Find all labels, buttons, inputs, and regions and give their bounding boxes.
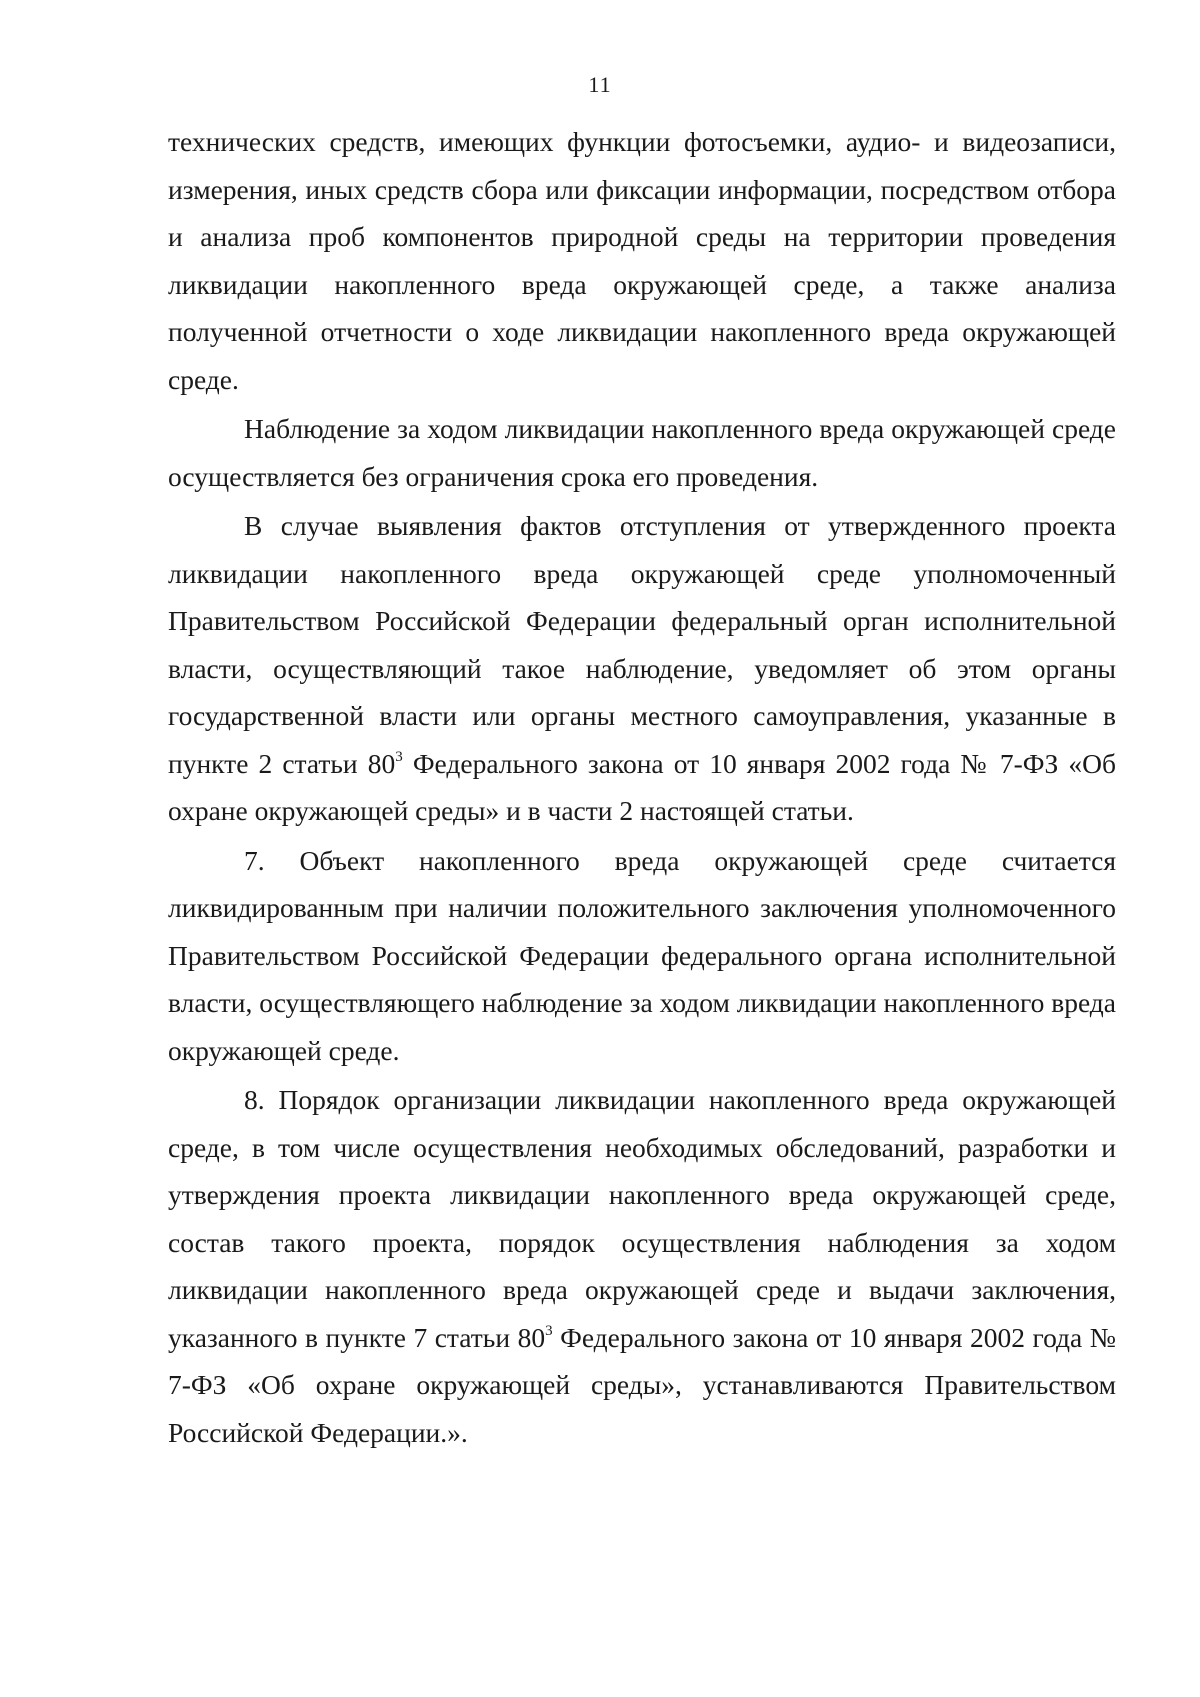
text-run: Федерального закона от 10 января 2002 года № 7-ФЗ «Об охране окружающей среды», устанавливаются Правительством Российской Федерации.».: [168, 1321, 1117, 1448]
text-run: Наблюдение за ходом ликвидации накопленного вреда окружающей среде осуществляется без ограничения срока его проведения.: [168, 413, 1116, 492]
text-run: технических средств, имеющих функции фотосъемки, аудио- и видеозаписи, измерения, иных средств сбора или фиксации информации, посредством отбора и анализа проб компонентов природной среды на территории проведения ликвидации накопленного вреда окружающей среде, а также анализа полученной отчетности о ходе ликвидации накопленного вреда окружающей среде.: [168, 126, 1116, 395]
paragraph: [168, 405, 1116, 500]
paragraph: [168, 118, 1116, 403]
text-run: 8. Порядок организации ликвидации накопленного вреда окружающей среде, в том числе осуществления необходимых обследований, разработки и утверждения проекта ликвидации накопленного вреда окружающей среде, состав такого проекта, порядок осуществления наблюдения за ходом ликвидации накопленного вреда окружающей среде и выдачи заключения, указанного в пункте 7 статьи 80: [168, 1084, 1116, 1353]
superscript: 3: [545, 1322, 553, 1339]
text-run: В случае выявления фактов отступления от утвержденного проекта ликвидации накопленного вреда окружающей среде уполномоченный Правительством Российской Федерации федеральный орган исполнительной власти, осуществляющий такое наблюдение, уведомляет об этом органы государственной власти или органы местного самоуправления, указанные в пункте 2 статьи 80: [168, 510, 1116, 779]
paragraph: [168, 1076, 1116, 1456]
paragraph: [168, 502, 1116, 835]
page-number: 11: [588, 72, 612, 97]
text-run: 7. Объект накопленного вреда окружающей среде считается ликвидированным при наличии положительного заключения уполномоченного Правительством Российской Федерации федерального органа исполнительной власти, осуществляющего наблюдение за ходом ликвидации накопленного вреда окружающей среде.: [168, 844, 1116, 1066]
paragraph: [168, 837, 1116, 1075]
text-run: Федерального закона от 10 января 2002 года № 7-ФЗ «Об охране окружающей среды» и в части 2 настоящей статьи.: [168, 747, 1116, 826]
superscript: 3: [395, 748, 403, 765]
document-body: [168, 118, 1116, 1456]
